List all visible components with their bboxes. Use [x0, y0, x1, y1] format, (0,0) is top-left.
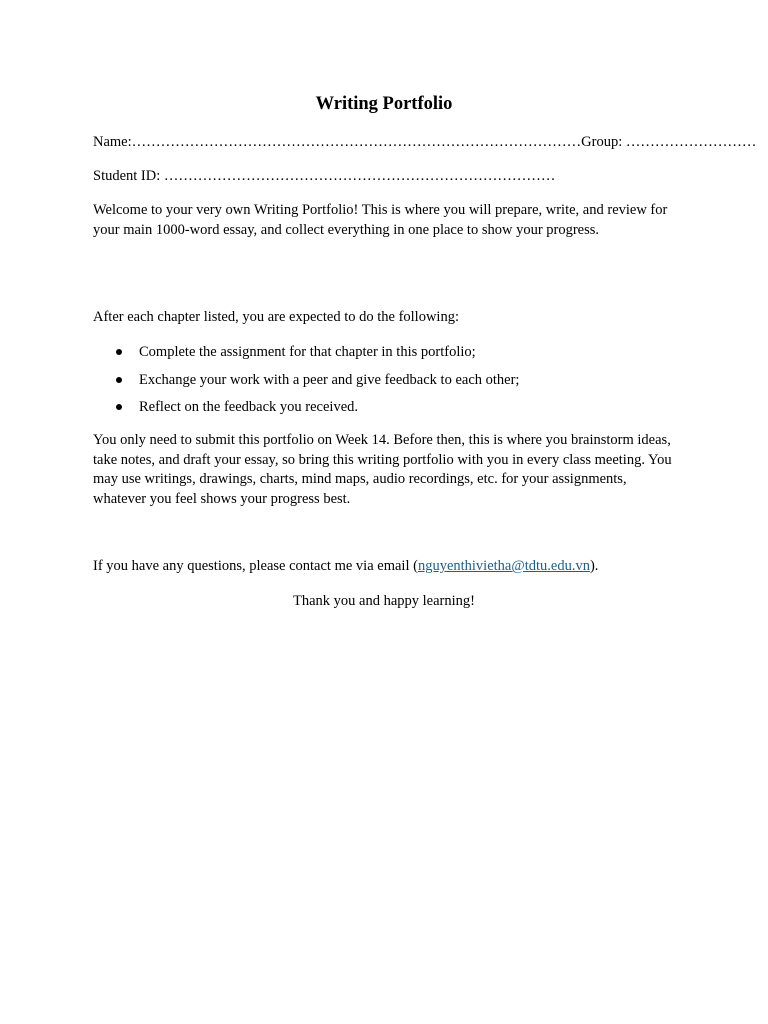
list-item [93, 397, 519, 425]
document-title: Writing Portfolio [315, 94, 453, 114]
name-group-line: Name:…………………………………………………………………………………Group: ……………………… [93, 134, 757, 150]
welcome-paragraph: Welcome to your very own Writing Portfolio! This is where you will prepare, write, and review for your main 1000-word essay, and collect everything in one place to show your progress. [93, 202, 668, 238]
bullet-icon [116, 377, 122, 383]
list-item [93, 370, 519, 398]
bullet-icon [116, 404, 122, 410]
contact-line [93, 557, 598, 577]
bullet-icon [116, 349, 122, 355]
contact-prefix: If you have any questions, please contact me via email ( [93, 558, 418, 574]
instructions-intro: After each chapter listed, you are expected to do the following: [93, 309, 459, 325]
contact-suffix: ). [589, 558, 599, 574]
closing-line: Thank you and happy learning! [292, 593, 475, 609]
instructions-list [93, 342, 519, 425]
submission-paragraph: You only need to submit this portfolio on Week 14. Before then, this is where you brainstorm ideas, take notes, and draft your essay, so bring this writing portfolio with you in every class meeting. You may use writings, drawings, charts, mind maps, audio recordings, etc. for your assignments, whatever you feel shows your progress best. [93, 432, 672, 508]
email-link[interactable]: nguyenthivietha@tdtu.edu.vn [417, 558, 590, 574]
student-id-line: Student ID: ……………………………………………………………………… [93, 168, 556, 184]
list-item-text: Reflect on the feedback you received. [139, 399, 359, 415]
list-item [93, 342, 519, 370]
list-item-text: Complete the assignment for that chapter in this portfolio; [139, 344, 476, 360]
list-item-text: Exchange your work with a peer and give feedback to each other; [139, 371, 520, 388]
